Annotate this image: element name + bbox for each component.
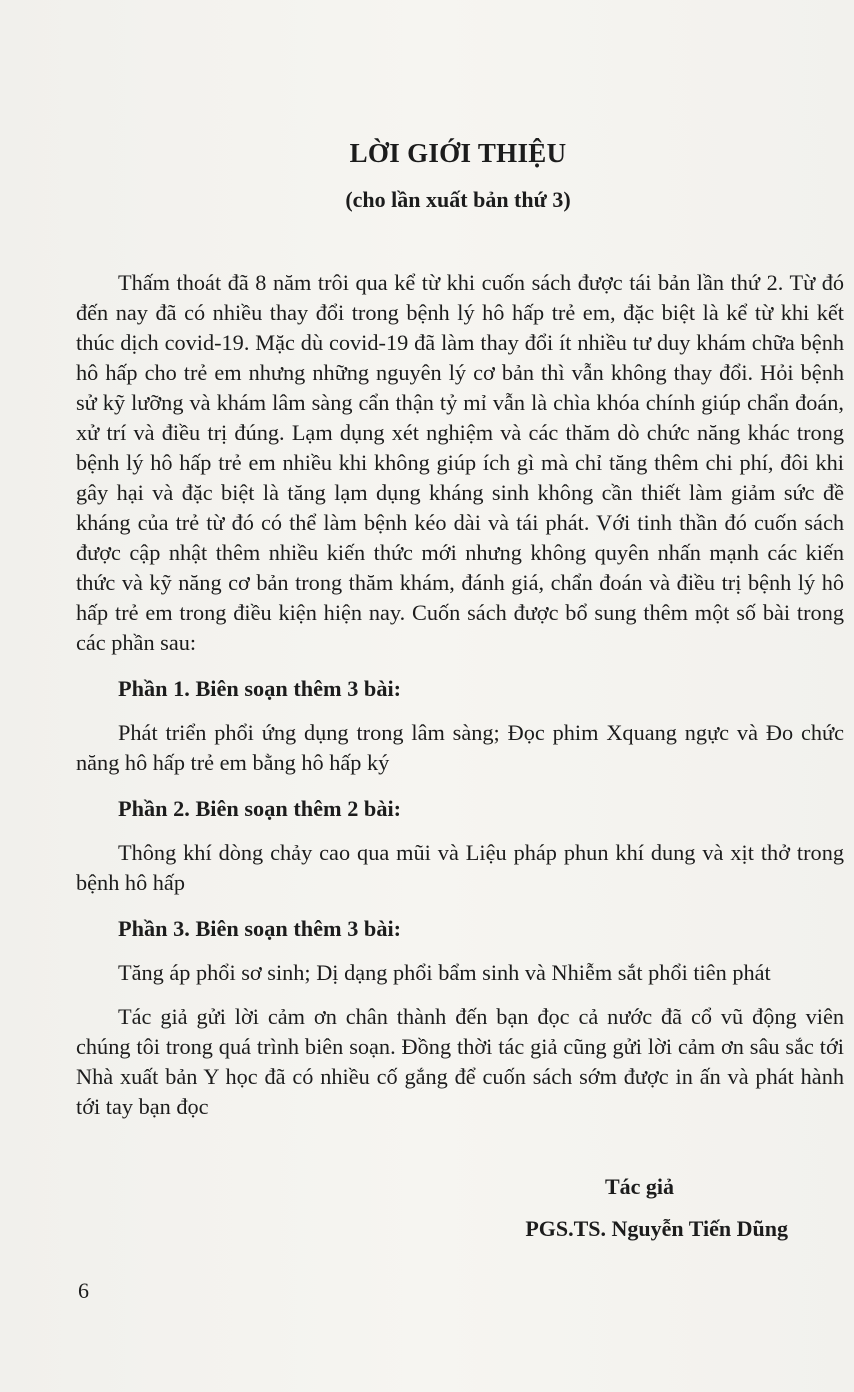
part-3-heading: Phần 3. Biên soạn thêm 3 bài: xyxy=(118,916,402,941)
page-title: LỜI GIỚI THIỆU xyxy=(349,138,567,168)
part-2-content: Thông khí dòng chảy cao qua mũi và Liệu pháp phun khí dung và xịt thở trong bệnh hô hấp xyxy=(76,840,844,895)
intro-paragraph: Thấm thoát đã 8 năm trôi qua kể từ khi cuốn sách được tái bản lần thứ 2. Từ đó đến nay đã có nhiều thay đổi trong bệnh lý hô hấp trẻ em, đặc biệt là kể từ khi kết thúc dịch covid-19. Mặc dù covid-19 đã làm thay đổi ít nhiều tư duy khám chữa bệnh hô hấp cho trẻ em nhưng những nguyên lý cơ bản thì vẫn không thay đổi. Hỏi bệnh sử kỹ lưỡng và khám lâm sàng cẩn thận tỷ mỉ vẫn là chìa khóa chính giúp chẩn đoán, xử trí và điều trị đúng. Lạm dụng xét nghiệm và các thăm dò chức năng khác trong bệnh lý hô hấp trẻ em nhiều khi không giúp ích gì mà chỉ tăng thêm chi phí, đôi khi gây hại và đặc biệt là tăng lạm dụng kháng sinh không cần thiết làm giảm sức đề kháng của trẻ từ đó có thể làm bệnh kéo dài và tái phát. Với tinh thần đó cuốn sách được cập nhật thêm nhiều kiến thức mới nhưng không quyên nhấn mạnh các kiến thức và kỹ năng cơ bản trong thăm khám, đánh giá, chẩn đoán và điều trị bệnh lý hô hấp trẻ em trong điều kiện hiện nay. Cuốn sách được bổ sung thêm một số bài trong các phần sau: xyxy=(76,270,844,655)
signature-block xyxy=(525,1166,788,1250)
body-text xyxy=(76,268,844,1122)
signature-role: Tác giả xyxy=(604,1174,674,1199)
signature-name: PGS.TS. Nguyễn Tiến Dũng xyxy=(525,1216,788,1241)
part-2-heading: Phần 2. Biên soạn thêm 2 bài: xyxy=(118,796,402,821)
part-1-content: Phát triển phổi ứng dụng trong lâm sàng; Đọc phim Xquang ngực và Đo chức năng hô hấp trẻ em bằng hô hấp ký xyxy=(76,720,844,775)
bleed-through-decoration xyxy=(120,112,126,138)
closing-paragraph: Tác giả gửi lời cảm ơn chân thành đến bạn đọc cả nước đã cổ vũ động viên chúng tôi trong quá trình biên soạn. Đồng thời tác giả cũng gửi lời cảm ơn sâu sắc tới Nhà xuất bản Y học đã có nhiều cố gắng để cuốn sách sớm được in ấn và phát hành tới tay bạn đọc xyxy=(76,1004,844,1119)
page-subtitle: (cho lần xuất bản thứ 3) xyxy=(345,187,571,212)
page-number: 6 xyxy=(78,1278,89,1303)
part-3-content: Tăng áp phổi sơ sinh; Dị dạng phổi bẩm sinh và Nhiễm sắt phổi tiên phát xyxy=(118,960,771,985)
part-1-heading: Phần 1. Biên soạn thêm 3 bài: xyxy=(118,676,402,701)
